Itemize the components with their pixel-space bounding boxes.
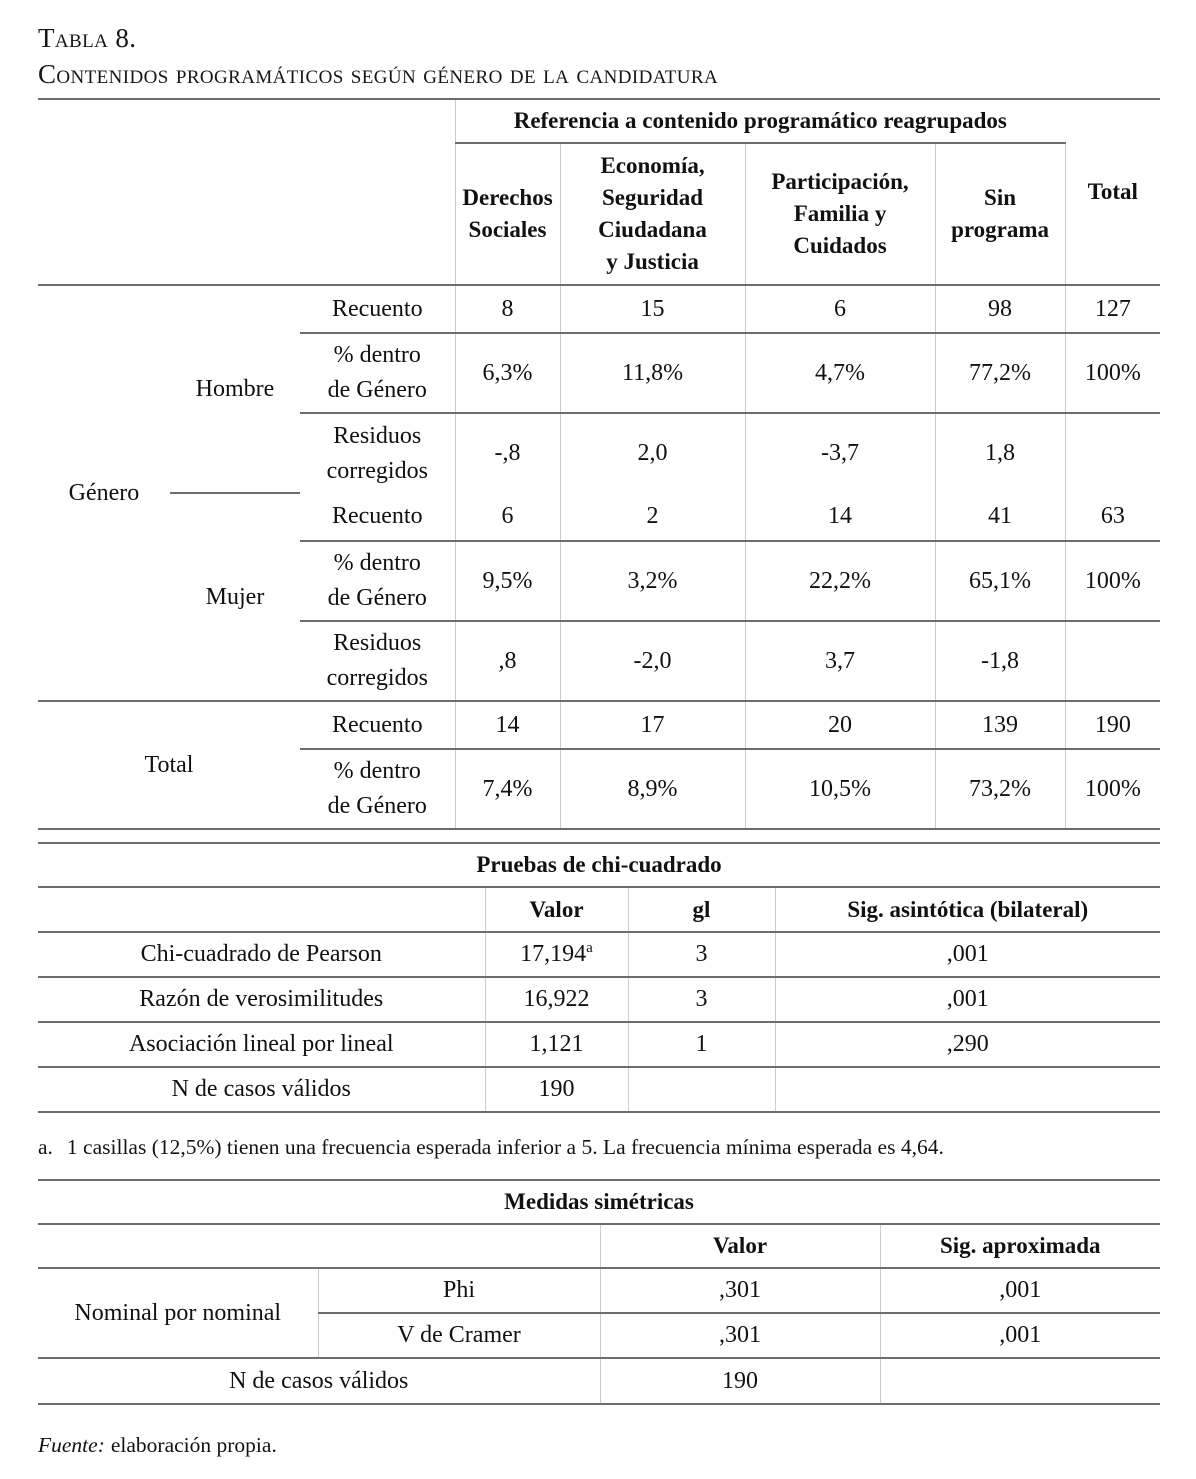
source-text: elaboración propia. [110, 1433, 277, 1457]
table-row [38, 285, 1160, 333]
cell-value: -3,7 [745, 413, 935, 493]
row-label: Residuos corregidos [300, 413, 455, 493]
cell-value: ,290 [775, 1022, 1160, 1067]
row-label: N de casos válidos [38, 1358, 600, 1404]
cell-value: 22,2% [745, 541, 935, 621]
cell-value: 98 [935, 285, 1065, 333]
row-label: % dentro de Género [300, 749, 455, 829]
table-header-row [38, 887, 1160, 932]
row-group-label: Hombre [170, 285, 300, 493]
header-spacer-cell [38, 887, 485, 932]
row-label: N de casos válidos [38, 1067, 485, 1112]
header-spacer-cell [38, 1224, 600, 1268]
cell-value: 63 [1065, 493, 1160, 541]
cell-value: 190 [1065, 701, 1160, 749]
cell-value: ,001 [775, 932, 1160, 977]
cell-value: 127 [1065, 285, 1160, 333]
cell-value: 8 [455, 285, 560, 333]
column-header: Sig. aproximada [880, 1224, 1160, 1268]
table-row [38, 493, 1160, 541]
cell-value: ,8 [455, 621, 560, 701]
table-row [38, 701, 1160, 749]
cell-value: 65,1% [935, 541, 1065, 621]
row-label: Asociación lineal por lineal [38, 1022, 485, 1067]
cell-value: 3,7 [745, 621, 935, 701]
row-group-label: Mujer [170, 493, 300, 701]
cell-value: 6 [745, 285, 935, 333]
table-row [38, 1067, 1160, 1112]
cell-value [1065, 621, 1160, 701]
cell-value: 11,8% [560, 333, 745, 413]
cell-value: 1,8 [935, 413, 1065, 493]
source-note [38, 1431, 1160, 1459]
cell-value: 41 [935, 493, 1065, 541]
row-label: Recuento [300, 493, 455, 541]
cell-value: ,001 [880, 1268, 1160, 1313]
cell-value: 100% [1065, 333, 1160, 413]
table-caption: Contenidos programáticos según género de la candidatura [38, 59, 719, 89]
cell-value: 190 [600, 1358, 880, 1404]
cell-value: 100% [1084, 775, 1141, 802]
column-header: Valor [600, 1224, 880, 1268]
table-row [38, 843, 1160, 887]
cell-value: 17 [560, 701, 745, 749]
cell-value: 3,2% [560, 541, 745, 621]
column-header: Sin programa [935, 143, 1065, 285]
table-row [38, 1022, 1160, 1067]
cell-value: 6,3% [455, 333, 560, 413]
crosstab-table [38, 98, 1160, 830]
column-header: Economía, Seguridad Ciudadana y Justicia [560, 143, 745, 285]
cell-value: ,001 [775, 977, 1160, 1022]
table-row [38, 99, 1160, 143]
row-group-label: Total [144, 751, 194, 778]
cell-value: 6 [455, 493, 560, 541]
footnote-marker: a [586, 940, 593, 956]
cell-value: 14 [745, 493, 935, 541]
table-row [38, 1180, 1160, 1224]
cell-value [880, 1358, 1160, 1404]
row-label: Razón de verosimilitudes [38, 977, 485, 1022]
header-spacer-cell [38, 99, 455, 285]
table-number-label: Tabla 8. [38, 23, 137, 53]
cell-value: 7,4% [455, 749, 560, 829]
cell-value: 2 [560, 493, 745, 541]
column-header: gl [628, 887, 775, 932]
cell-value [775, 1067, 1160, 1112]
cell-value: 2,0 [560, 413, 745, 493]
cell-value: -1,8 [935, 621, 1065, 701]
cell-value: 15 [560, 285, 745, 333]
cell-value: 100% [1065, 541, 1160, 621]
footnote-marker: a. [38, 1135, 53, 1159]
cell-value: 1,121 [485, 1022, 628, 1067]
column-header: Sig. asintótica (bilateral) [775, 887, 1160, 932]
cell-value: 14 [455, 701, 560, 749]
symmetric-measures-title: Medidas simétricas [38, 1180, 1160, 1224]
table-footnote [38, 1133, 1160, 1161]
table-row [38, 1358, 1160, 1404]
cell-value: 9,5% [455, 541, 560, 621]
column-header: Valor [485, 887, 628, 932]
table-row [38, 1268, 1160, 1313]
cell-value: ,301 [600, 1268, 880, 1313]
cell-value: 1 [628, 1022, 775, 1067]
cell-value: 77,2% [935, 333, 1065, 413]
statistic-value: 17,194 [520, 941, 587, 967]
footnote-text: 1 casillas (12,5%) tienen una frecuencia esperada inferior a 5. La frecuencia mínima esperada es 4,64. [66, 1135, 944, 1159]
row-dimension-label: Género [38, 285, 170, 701]
table-row [38, 977, 1160, 1022]
row-label: Recuento [300, 285, 455, 333]
cell-value: 10,5% [745, 749, 935, 829]
chi-square-table [38, 842, 1160, 1113]
cell-value: 16,922 [485, 977, 628, 1022]
cell-value [485, 932, 628, 977]
row-label: Residuos corregidos [300, 621, 455, 701]
row-label: Recuento [300, 701, 455, 749]
cell-value: 3 [628, 977, 775, 1022]
row-group-label: Nominal por nominal [38, 1268, 318, 1358]
cell-value: 4,7% [745, 333, 935, 413]
row-label: % dentro de Género [300, 541, 455, 621]
row-label: Phi [318, 1268, 600, 1313]
cell-value: ,301 [600, 1313, 880, 1358]
cell-value: ,001 [880, 1313, 1160, 1358]
row-label: V de Cramer [318, 1313, 600, 1358]
cell-value: 73,2% [935, 749, 1065, 829]
cell-value: 190 [485, 1067, 628, 1112]
row-label: % dentro de Género [300, 333, 455, 413]
span-header: Referencia a contenido programático reagrupados [455, 99, 1065, 143]
table-header-row [38, 1224, 1160, 1268]
column-header: Derechos Sociales [455, 143, 560, 285]
chi-square-title: Pruebas de chi-cuadrado [38, 843, 1160, 887]
cell-value [628, 1067, 775, 1112]
column-header-total: Total [1065, 99, 1160, 285]
cell-value: 3 [628, 932, 775, 977]
cell-value: -,8 [455, 413, 560, 493]
cell-value: 8,9% [560, 749, 745, 829]
cell-value: 20 [745, 701, 935, 749]
cell-value: 139 [935, 701, 1065, 749]
symmetric-measures-table [38, 1179, 1160, 1405]
cell-value [1065, 413, 1160, 493]
column-header: Participación, Familia y Cuidados [745, 143, 935, 285]
cell-value: -2,0 [560, 621, 745, 701]
source-prefix: Fuente: [38, 1433, 105, 1457]
row-label: Chi-cuadrado de Pearson [38, 932, 485, 977]
table-row [38, 932, 1160, 977]
